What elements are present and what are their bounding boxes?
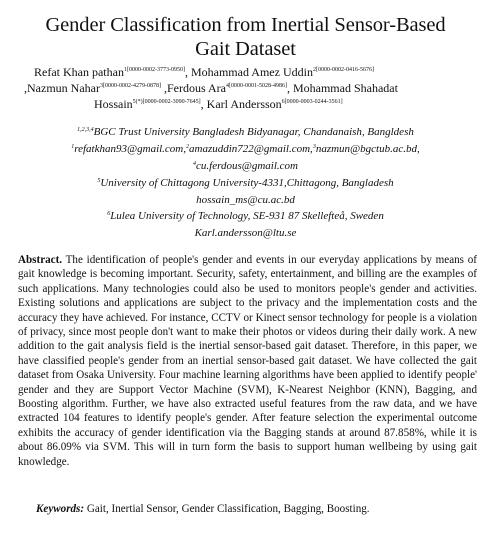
email-2-marker: 2 <box>186 144 190 150</box>
author-5-name: Mohammad Shahadat <box>292 81 398 95</box>
email-5[interactable]: hossain_ms@cu.ac.bd <box>196 194 295 206</box>
affiliation-5-marker: 5 <box>97 178 101 184</box>
affiliation-1-text: BGC Trust University Bangladesh Bidyanagar, Chandanaish, Bangldesh <box>93 126 414 138</box>
author-line-1 <box>34 63 374 79</box>
affiliation-5 <box>0 177 491 189</box>
author-5-name-cont: Hossain <box>94 97 133 111</box>
email-4[interactable]: cu.ferdous@gmail.com <box>196 160 298 172</box>
affiliation-6-marker: 6 <box>107 211 111 217</box>
email-line-1 <box>0 143 491 155</box>
author-6-name: Karl Andersson <box>206 97 282 111</box>
email-2[interactable]: amazuddin722@gmail.com, <box>189 143 313 155</box>
paper-title <box>0 13 491 61</box>
author-4-name: ,Ferdous Ara <box>163 81 226 95</box>
author-3-orcid: 3[0000-0002-4279-0878] <box>99 83 161 89</box>
author-5-separator: , <box>200 97 204 111</box>
keywords-label: Keywords: <box>36 503 85 515</box>
author-2-orcid: 2[0000-0002-0416-5676] <box>312 67 374 73</box>
affiliation-1 <box>0 126 491 138</box>
author-4-separator: , <box>286 81 290 95</box>
author-line-2 <box>24 79 398 95</box>
affiliation-6-text: Lulea University of Technology, SE-931 87 Skellefteå, Sweden <box>110 210 384 222</box>
keywords <box>36 503 370 515</box>
email-3[interactable]: nazmun@bgctub.ac.bd, <box>315 143 420 155</box>
author-1-orcid: 1[0000-0002-3773-0950] <box>123 67 185 73</box>
email-1[interactable]: refatkhan93@gmail.com, <box>74 143 187 155</box>
email-line-6 <box>0 227 491 239</box>
abstract <box>18 253 477 469</box>
affiliation-6 <box>0 210 491 222</box>
abstract-body: The identification of people's gender and events in our everyday applications by means of gait knowledge is becoming important. Security, safety, entertainment, and billing are the examples of such applications. Many technologies could also be used to monitors people's gender and activities. Existing solutions and applications are subject to the privacy and the implementation costs and the accuracy they have achieved. For instance, CCTV or Kinect sensor technology for people is a violation of privacy, since most people don't want to make their photos or videos during their daily work. A new addition to the gait analysis field is the inertial sensor-based gait dataset. Therefore, in this paper, we have classified people's gender from an inertial sensor-based gait dataset. We have collected the gait dataset from Osaka University. Four machine learning algorithms have been applied to identify people' gender and they are Support Vector Machine (SVM), K-Nearest Neighbor (KNN), Bagging, and Boosting algorithm. Further, we have also extracted useful features from the raw data, and we have extracted 104 features to identify people's gender. After feature selection the experimental outcome exhibits the accuracy of gender identification via the Bagging stands at around 87.858%, while it is about 86.09% via SVM. This will in turn form the basis to support human wellbeing by using gait knowledge. <box>18 254 477 468</box>
keywords-text: Gait, Inertial Sensor, Gender Classification, Bagging, Boosting. <box>84 503 370 515</box>
author-6-orcid: 6[0000-0003-0244-3561] <box>281 99 343 105</box>
author-1-name: Refat Khan pathan <box>34 65 124 79</box>
email-1-marker: 1 <box>71 144 75 150</box>
email-3-marker: 3 <box>312 144 316 150</box>
title-line-1: Gender Classification from Inertial Sensor-Based <box>45 14 446 36</box>
affiliation-5-text: University of Chittagong University-4331,Chittagong, Bangladesh <box>100 177 394 189</box>
email-4-marker: 4 <box>193 161 196 167</box>
email-line-5 <box>0 194 491 206</box>
affiliation-1-marker: 1,2,3,4 <box>77 127 94 133</box>
author-2-name: Mohammad Amez Uddin <box>190 65 313 79</box>
email-line-2 <box>0 160 491 172</box>
author-4-orcid: 4[0000-0001-5028-4986] <box>225 83 287 89</box>
author-1-separator: , <box>184 65 188 79</box>
title-line-2: Gait Dataset <box>195 38 296 60</box>
author-3-name: ,Nazmun Nahar <box>24 81 100 95</box>
author-5-orcid: 5(*)[0000-0002-3090-7645] <box>132 99 201 105</box>
author-line-3 <box>94 95 343 111</box>
email-6[interactable]: Karl.andersson@ltu.se <box>194 227 297 239</box>
abstract-label: Abstract. <box>18 254 63 266</box>
